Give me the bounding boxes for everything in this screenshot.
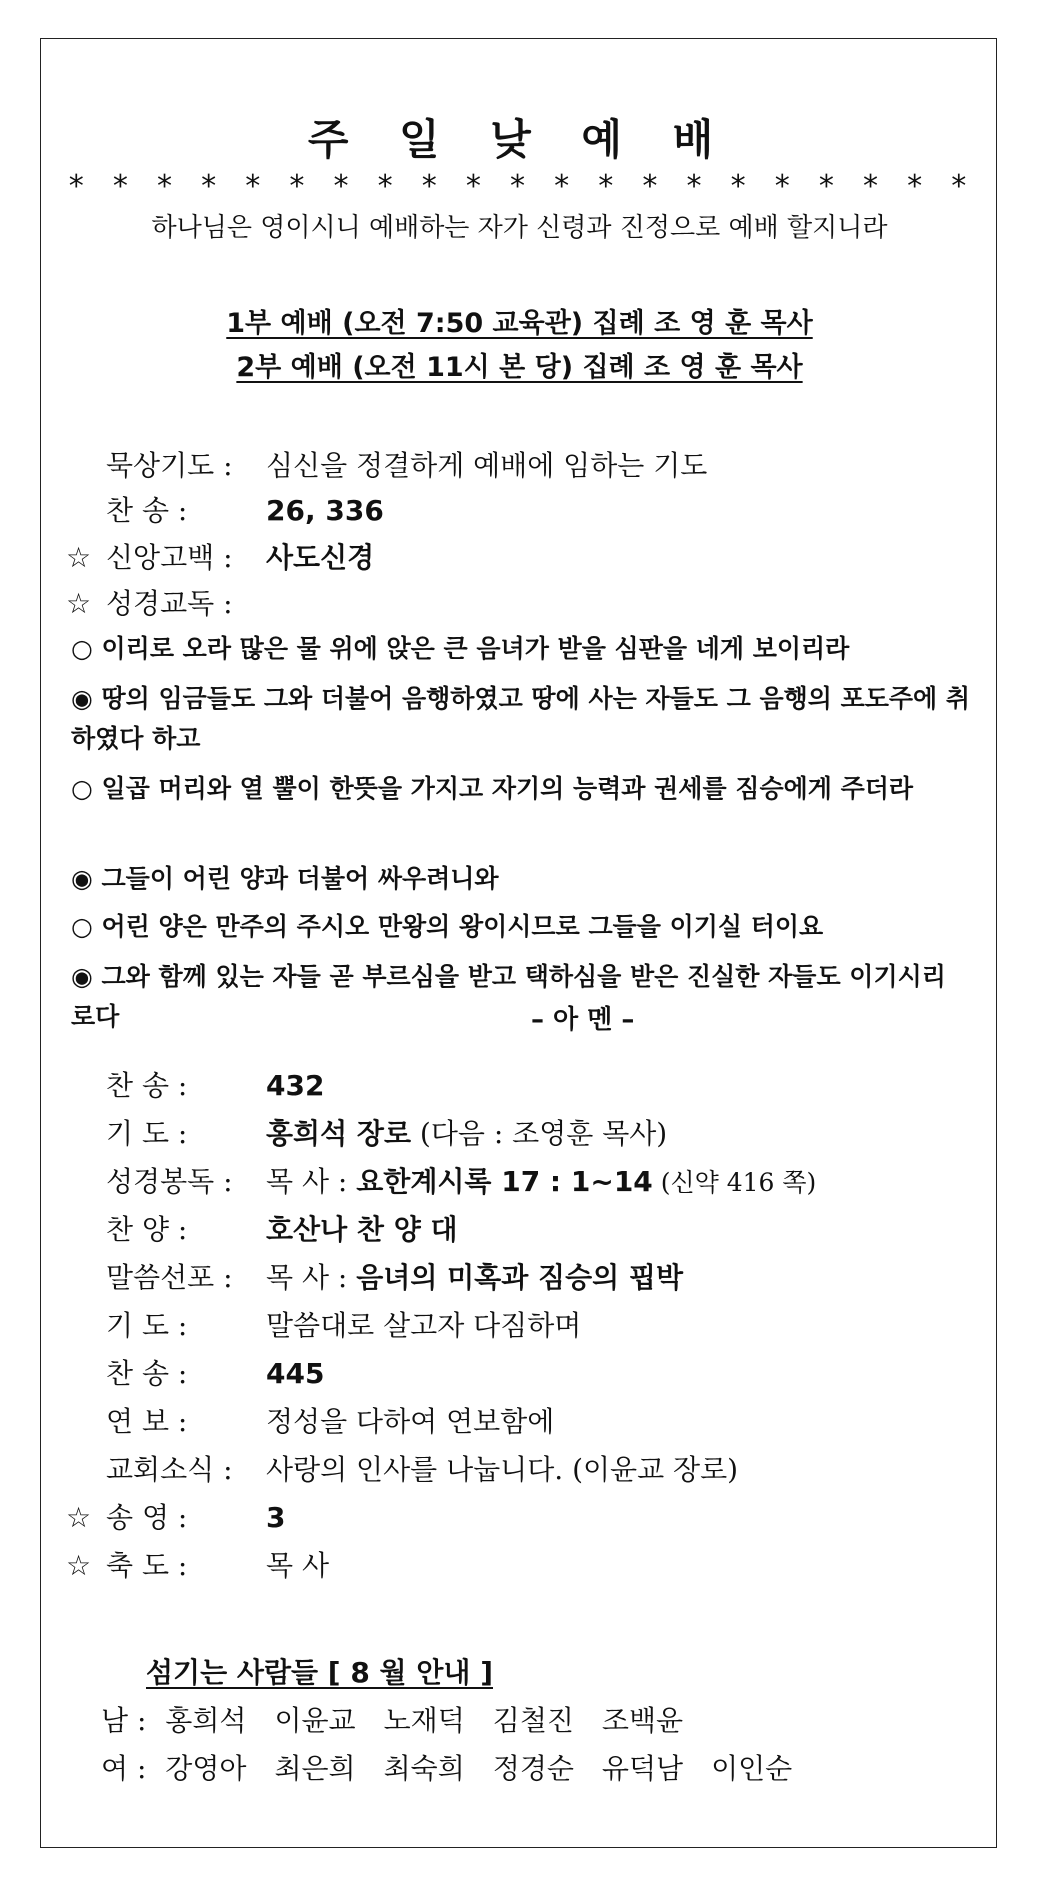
row-prefix: 목 사 : [266,1165,357,1198]
row-label: 기 도 : [106,1309,188,1342]
order-row [66,1160,816,1200]
row-value-plain: 사랑의 인사를 나눕니다. (이윤교 장로) [266,1453,739,1486]
server-name: 정경순 [492,1752,574,1785]
order-row [66,1496,285,1536]
row-label: 축 도 : [106,1549,188,1582]
service-2 [41,345,998,384]
star-icon: ☆ [66,1549,92,1582]
server-name: 김철진 [492,1704,574,1737]
reading-line: ◉ 그와 함께 있는 자들 곧 부르심을 받고 택하심을 받은 진실한 자들도 이기시리로다 [71,962,946,1031]
row-value-plain: 정성을 다하여 연보함에 [266,1405,555,1438]
reading-line: ○ 일곱 머리와 열 뿔이 한뜻을 가지고 자기의 능력과 권세를 짐승에게 주더라 [71,774,914,803]
star-icon: ☆ [66,541,92,574]
order-row [66,1400,554,1440]
order-row [66,1448,738,1488]
service-1-text: 1부 예배 (오전 7:50 교육관) 집례 조 영 훈 목사 [226,308,813,339]
reading-line: ◉ 땅의 임금들도 그와 더불어 음행하였고 땅에 사는 자들도 그 음행의 포도주에 취하였다 하고 [71,684,971,753]
row-value: 26, 336 [266,494,384,527]
reading-line: ○ 어린 양은 만주의 주시오 만왕의 왕이시므로 그들을 이기실 터이요 [71,912,824,941]
order-row [66,1112,667,1152]
row-value-bold: 호산나 찬 양 대 [266,1213,458,1246]
order-row [66,1208,458,1248]
row-label: 송 영 : [106,1501,188,1534]
server-name: 홍희석 [165,1704,247,1737]
row-value-plain: (신약 416 쪽) [652,1168,817,1197]
servers-male-row [101,1699,711,1739]
reading-line: ◉ 그들이 어린 양과 더불어 싸우려니와 [71,864,499,893]
servers-female-row [101,1747,820,1787]
row-label: 찬 송 : [106,1357,188,1390]
row-value-plain: 말씀대로 살고자 다짐하며 [266,1309,582,1342]
row-value-bold: 432 [266,1069,325,1102]
service-1 [41,301,998,340]
row-label: 찬 송 : [106,494,188,527]
row-value-bold: 음녀의 미혹과 짐승의 핍박 [356,1261,684,1294]
row-label: 교회소식 : [106,1453,233,1486]
server-name: 이인순 [711,1752,793,1785]
row-label: 성경교독 : [106,587,233,620]
servers-title: 섬기는 사람들 [ 8 월 안내 ] [146,1656,493,1689]
amen-text: – 아 멘 – [531,1005,635,1035]
order-row [66,1256,683,1296]
row-value-bold: 445 [266,1357,325,1390]
row-label: 연 보 : [106,1405,188,1438]
server-name: 조백윤 [601,1704,684,1737]
server-name: 최숙희 [383,1752,465,1785]
row-label: 찬 송 : [106,1069,188,1102]
order-row [66,536,374,576]
row-value: 사도신경 [266,541,375,574]
servers-male-label: 남 : [101,1704,147,1737]
server-name: 이윤교 [274,1704,356,1737]
order-row [66,489,384,529]
row-value-bold: 요한계시록 17 : 1~14 [356,1165,653,1198]
reading-line: ○ 이리로 오라 많은 물 위에 앉은 큰 음녀가 받을 심판을 네게 보이리라 [71,634,850,663]
theme-verse: 하나님은 영이시니 예배하는 자가 신령과 진정으로 예배 할지니라 [151,213,888,243]
row-value-bold: 홍희석 장로 [266,1117,411,1150]
row-label: 묵상기도 : [106,449,233,482]
server-name: 노재덕 [383,1704,465,1737]
page-title: 주 일 낮 예 배 [307,115,732,164]
order-row [66,1304,581,1344]
row-value-plain: (다음 : 조영훈 목사) [411,1117,668,1150]
star-icon: ☆ [66,587,92,620]
row-value: 심신을 정결하게 예배에 임하는 기도 [266,449,708,482]
server-name: 최은희 [274,1752,356,1785]
service-2-text: 2부 예배 (오전 11시 본 당) 집례 조 영 훈 목사 [236,352,803,383]
row-value-plain: 목 사 [266,1549,329,1582]
servers-female-label: 여 : [101,1752,147,1785]
row-label: 기 도 : [106,1117,188,1150]
order-row [66,1352,324,1392]
star-divider: * * * * * * * * * * * * * * * * * * * * * [67,169,972,204]
bulletin-frame [40,38,997,1848]
server-name: 강영아 [165,1752,247,1785]
server-name: 유덕남 [601,1752,684,1785]
star-icon: ☆ [66,1501,92,1534]
order-row [66,444,707,484]
order-row [66,582,266,622]
row-label: 신앙고백 : [106,541,233,574]
row-label: 성경봉독 : [106,1165,233,1198]
row-value-bold: 3 [266,1501,286,1534]
order-row [66,1064,324,1104]
order-row [66,1544,329,1584]
row-label: 말씀선포 : [106,1261,233,1294]
row-prefix: 목 사 : [266,1261,357,1294]
row-label: 찬 양 : [106,1213,188,1246]
